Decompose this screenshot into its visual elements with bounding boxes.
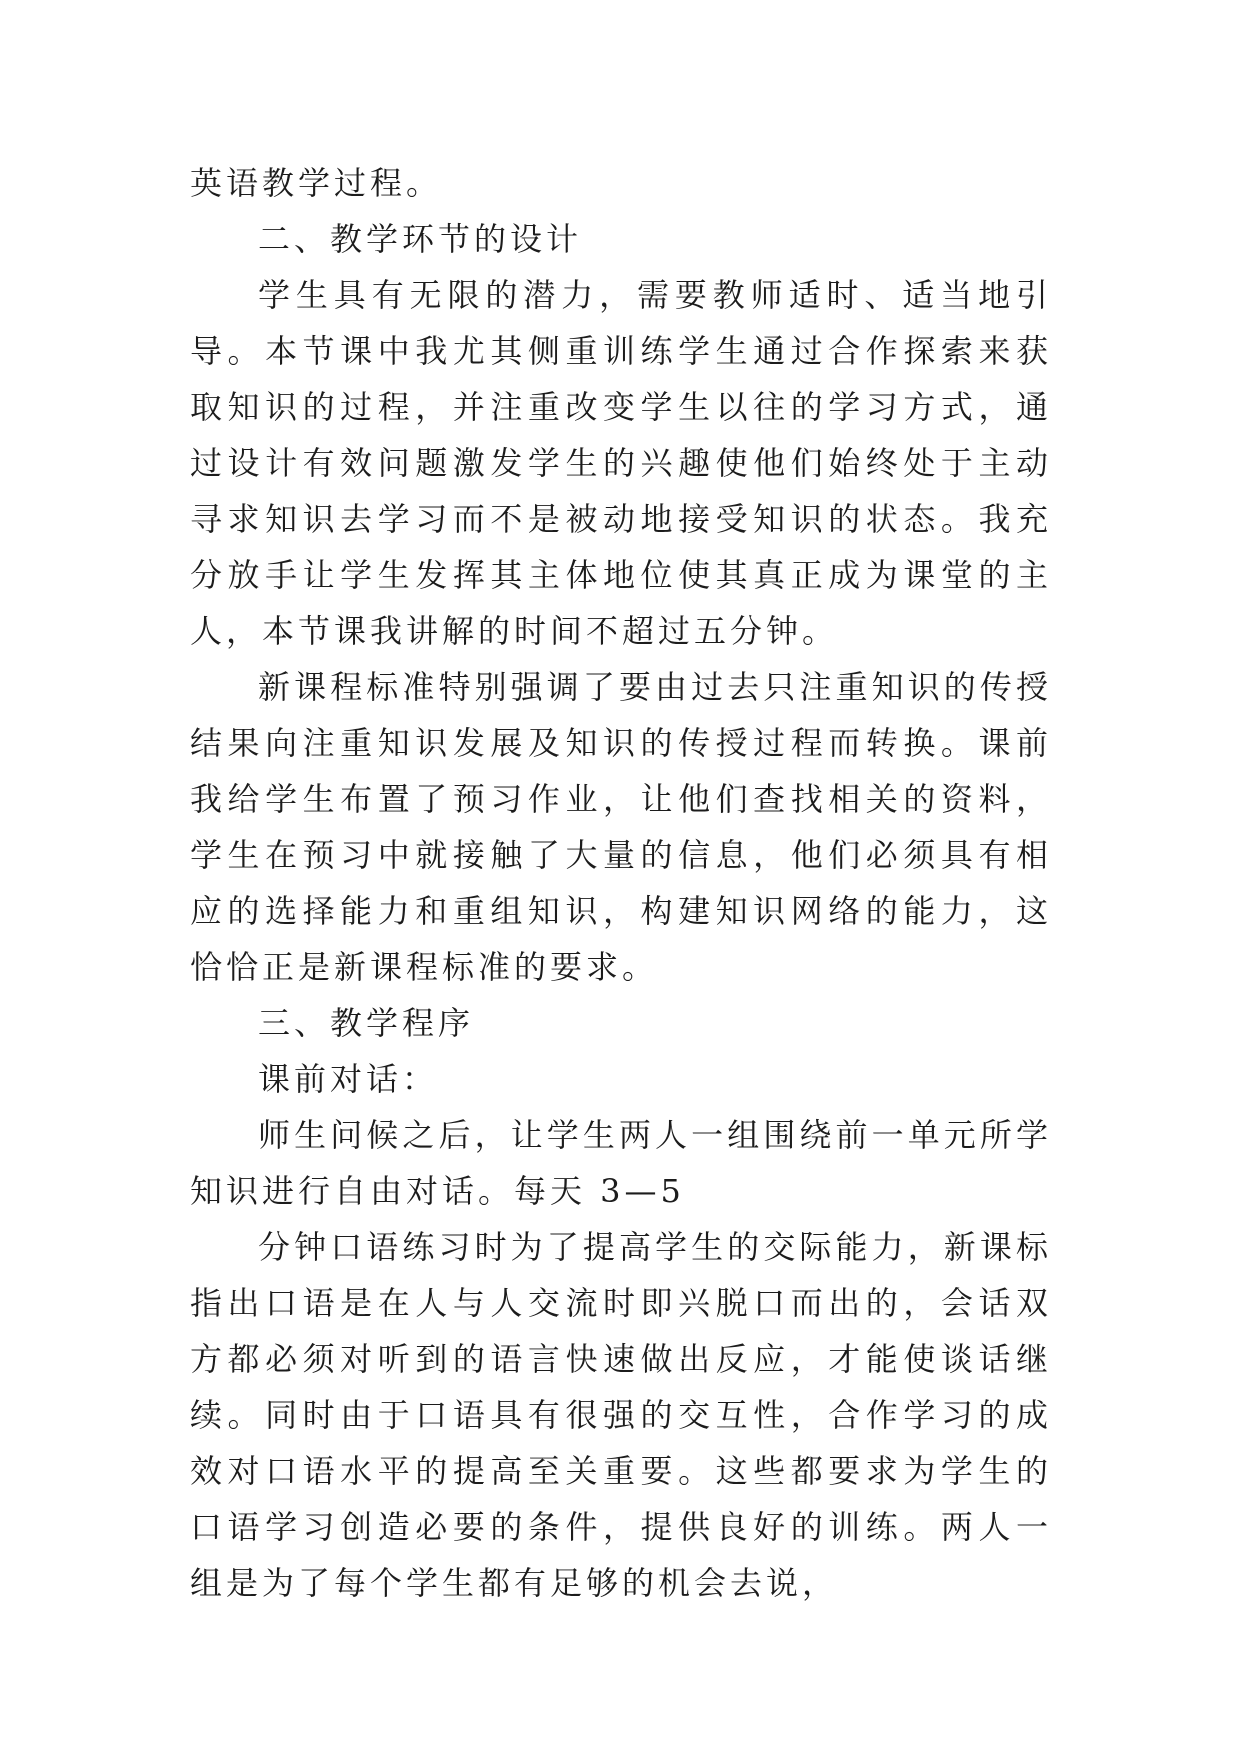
section-heading-2: 二、教学环节的设计: [258, 220, 583, 258]
document-body: [190, 155, 1052, 1611]
paragraph-7: 师生问候之后，让学生两人一组围绕前一单元所学知识进行自由对话。每天 3—5: [190, 1116, 1052, 1210]
paragraph-1: 英语教学过程。: [190, 164, 443, 202]
subheading-pre-class-dialogue: 课前对话：: [258, 1060, 439, 1098]
section-heading-3: 三、教学程序: [258, 1004, 475, 1042]
paragraph-3: 学生具有无限的潜力，需要教师适时、适当地引导。本节课中我尤其侧重训练学生通过合作探索来获取知识的过程，并注重改变学生以往的学习方式，通过设计有效问题激发学生的兴趣使他们始终处于主动寻求知识去学习而不是被动地接受知识的状态。我充分放手让学生发挥其主体地位使其真正成为课堂的主人，本节课我讲解的时间不超过五分钟。: [190, 276, 1052, 650]
paragraph-4: 新课程标准特别强调了要由过去只注重知识的传授结果向注重知识发展及知识的传授过程而转换。课前我给学生布置了预习作业，让他们查找相关的资料，学生在预习中就接触了大量的信息，他们必须具有相应的选择能力和重组知识，构建知识网络的能力，这恰恰正是新课程标准的要求。: [190, 668, 1052, 986]
paragraph-8: 分钟口语练习时为了提高学生的交际能力，新课标指出口语是在人与人交流时即兴脱口而出的，会话双方都必须对听到的语言快速做出反应，才能使谈话继续。同时由于口语具有很强的交互性，合作学习的成效对口语水平的提高至关重要。这些都要求为学生的口语学习创造必要的条件，提供良好的训练。两人一组是为了每个学生都有足够的机会去说，: [190, 1228, 1052, 1602]
